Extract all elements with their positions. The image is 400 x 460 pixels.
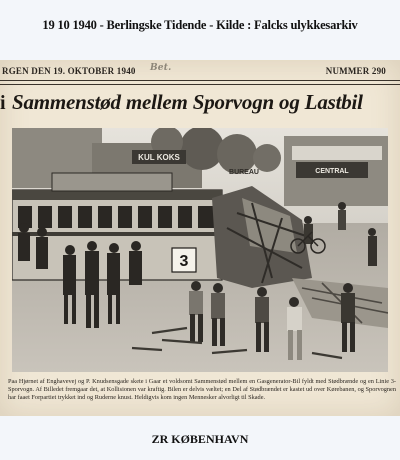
news-photo: [12, 128, 388, 372]
masthead-date: RGEN DEN 19. OKTOBER 1940: [2, 66, 136, 76]
newspaper-clipping: [0, 60, 400, 416]
location-label: ZR KØBENHAVN: [151, 432, 249, 446]
masthead: [0, 64, 396, 80]
photo-caption: Paa Hjørnet af Enghavevej og P. Knudsensgade skete i Gaar et voldsomt Sammenstød mellem en Gasgenerator-Bil fyldt med Stødbrænde og en Linie 3-Sporvogn. Af Billedet fremgaar det, at Kollisionen var kraftig. Bilen er delvis væltet; en Del af Stødbrændet er kastet ud over Kørebanen, og Sporvognen har faaet Forpartiet trykket ind og Ruderne knust. Heldigvis kom ingen Mennesker alvorligt til Skade.: [8, 378, 396, 401]
central-sign-text: CENTRAL: [315, 168, 349, 175]
headline: Sammenstød mellem Sporvogn og Lastbil: [12, 90, 363, 114]
masthead-rule: [0, 80, 400, 81]
bureau-sign-text: BUREAU: [229, 169, 259, 176]
column-glyph: i: [0, 92, 6, 114]
top-caption: 19 10 1940 - Berlingske Tidende - Kilde : Falcks ulykkesarkiv: [42, 18, 358, 32]
tram-number: 3: [179, 253, 189, 270]
headline-rule-top: [0, 84, 400, 85]
pencil-note: Bet.: [150, 63, 172, 73]
coal-shop-sign-text: KUL KOKS: [138, 153, 180, 162]
masthead-number: NUMMER 290: [325, 66, 386, 76]
